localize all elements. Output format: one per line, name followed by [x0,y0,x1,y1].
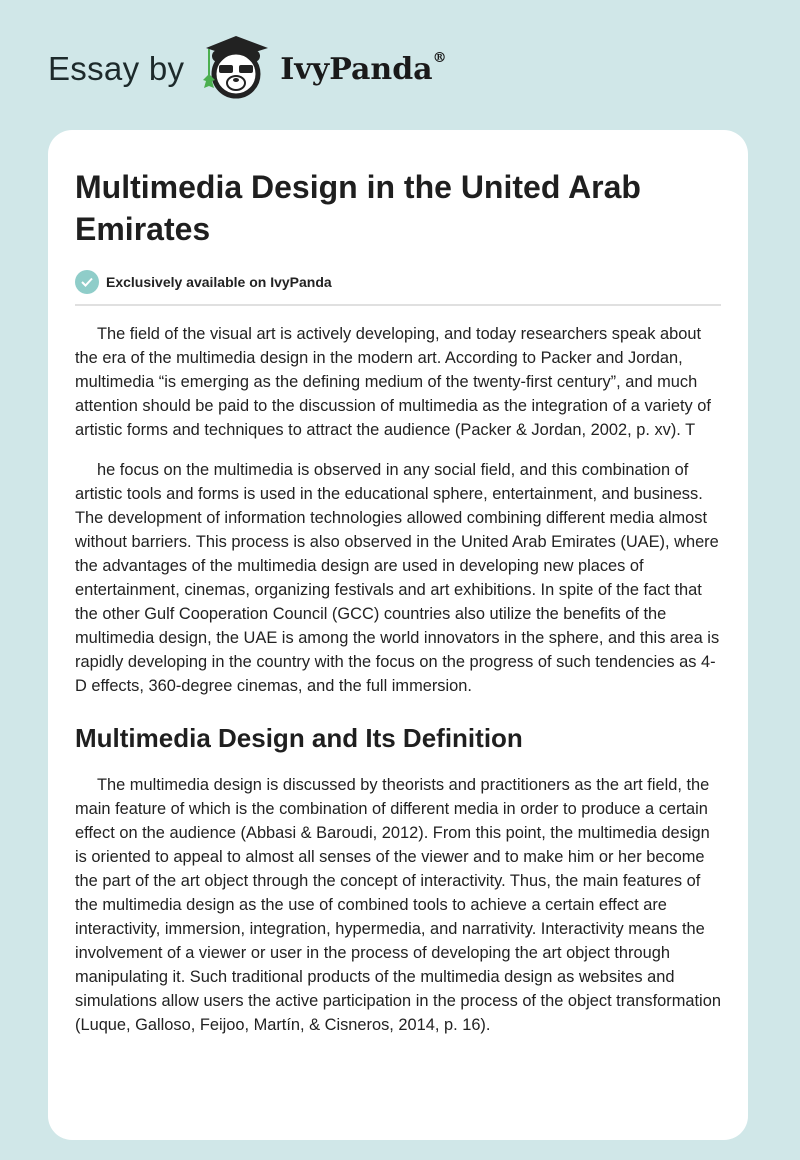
badge-text: Exclusively available on IvyPanda [106,274,332,290]
brand-name[interactable] [280,49,447,87]
essay-card [48,130,748,1140]
essay-by-label: Essay by [48,50,185,87]
section-heading: Multimedia Design and Its Definition [75,723,523,753]
paragraph: he focus on the multimedia is observed in any social field, and this combination of artistic tools and forms is used in the educational sphere, entertainment, and business. The development of information technologies allowed combining different media almost without barriers. This process is also observed in the United Arab Emirates (UAE), where the advantages of the multimedia design are used in developing new places of entertainment, cinemas, organizing festivals and art exhibitions. In spite of the fact that the other Gulf Cooperation Council (GCC) countries also utilize the benefits of the multimedia design, the UAE is among the world innovators in the sphere, and this area is rapidly developing in the country with the focus on the progress of such tendencies as 4-D effects, 360-degree cinemas, and the full immersion. [75,461,720,695]
paragraph: The field of the visual art is actively developing, and today researchers speak about the era of the multimedia design in the modern art. According to Packer and Jordan, multimedia “is emerging as the defining medium of the twenty-first century”, and much attention should be paid to the discussion of multimedia as the integration of a variety of artistic forms and techniques to attract the audience (Packer & Jordan, 2002, p. xv). T [75,325,711,439]
panda-logo-icon[interactable] [202,34,270,105]
site-header [48,34,447,104]
essay-title: Multimedia Design in the United Arab Emirates [75,169,641,247]
registered-mark: ® [432,49,447,66]
check-icon [75,270,99,294]
divider [75,304,721,306]
paragraph: The multimedia design is discussed by theorists and practitioners as the art field, the main feature of which is the combination of different media in order to produce a certain effect on the audience (Abbasi & Baroudi, 2012). From this point, the multimedia design is oriented to appeal to almost all senses of the viewer and to make him or her become the part of the art object through the concept of interactivity. Thus, the main features of the multimedia design as the use of combined tools to achieve a certain effect are interactivity, immersion, integration, hypermedia, and narrativity. Interactivity means the involvement of a viewer or user in the process of developing the art object through manipulating it. Such traditional products of the multimedia design as websites and simulations allow users the active participation in the process of the object transformation (Luque, Galloso, Feijoo, Martín, & Cisneros, 2014, p. 16). [75,776,721,1034]
brand-text: IvyPanda [280,51,433,87]
exclusive-badge [75,270,721,294]
